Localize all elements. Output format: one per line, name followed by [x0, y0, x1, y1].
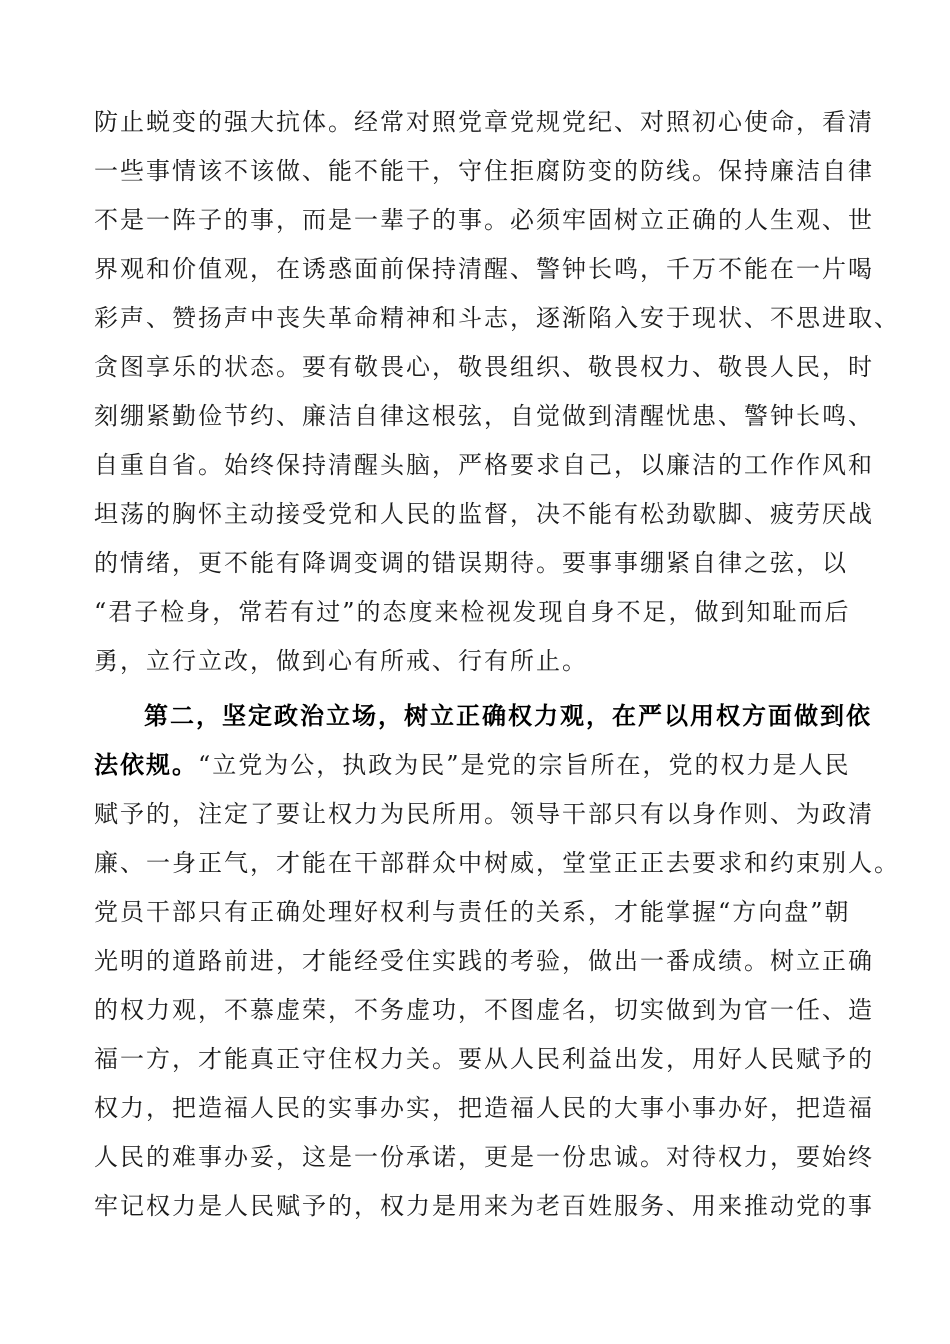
- paragraph-line: 坦荡的胸怀主动接受党和人民的监督，决不能有松劲歇脚、疲劳厌战: [94, 500, 874, 528]
- paragraph-line: 勇，立行立改，做到心有所戒、行有所止。: [94, 647, 588, 675]
- paragraph-line: 的情绪，更不能有降调变调的错误期待。要事事绷紧自律之弦，以: [94, 549, 848, 577]
- paragraph-line: “君子检身，常若有过”的态度来检视发现自身不足，做到知耻而后: [94, 598, 851, 626]
- paragraph-line: 自重自省。始终保持清醒头脑，严格要求自己，以廉洁的工作作风和: [94, 451, 874, 479]
- section-heading-line2: [94, 750, 851, 780]
- paragraph-line: 牢记权力是人民赋予的，权力是用来为老百姓服务、用来推动党的事: [94, 1192, 874, 1220]
- paragraph-text: “立党为公，执政为民”是党的宗旨所在，党的权力是人民: [198, 751, 851, 779]
- paragraph-line: 彩声、赞扬声中丧失革命精神和斗志，逐渐陷入安于现状、不思进取、: [94, 304, 900, 332]
- paragraph-line: 防止蜕变的强大抗体。经常对照党章党规党纪、对照初心使命，看清: [94, 108, 874, 136]
- paragraph-line: 一些事情该不该做、能不能干，守住拒腐防变的防线。保持廉洁自律: [94, 157, 874, 185]
- paragraph-line: 的权力观，不慕虚荣，不务虚功，不图虚名，切实做到为官一任、造: [94, 996, 874, 1024]
- paragraph-line: 福一方，才能真正守住权力关。要从人民利益出发，用好人民赋予的: [94, 1045, 874, 1073]
- paragraph-line: 不是一阵子的事，而是一辈子的事。必须牢固树立正确的人生观、世: [94, 206, 874, 234]
- paragraph-line: 人民的难事办妥，这是一份承诺，更是一份忠诚。对待权力，要始终: [94, 1143, 874, 1171]
- paragraph-line: 赋予的，注定了要让权力为民所用。领导干部只有以身作则、为政清: [94, 800, 874, 828]
- section-heading: 第二，坚定政治立场，树立正确权力观，在严以用权方面做到依: [144, 701, 872, 730]
- paragraph-line: 贪图享乐的状态。要有敬畏心，敬畏组织、敬畏权力、敬畏人民，时: [94, 353, 874, 381]
- paragraph-line: 刻绷紧勤俭节约、廉洁自律这根弦，自觉做到清醒忧患、警钟长鸣、: [94, 402, 874, 430]
- paragraph-line: 权力，把造福人民的实事办实，把造福人民的大事小事办好，把造福: [94, 1094, 874, 1122]
- paragraph-line: 界观和价值观，在诱惑面前保持清醒、警钟长鸣，千万不能在一片喝: [94, 255, 874, 283]
- paragraph-line: 光明的道路前进，才能经受住实践的考验，做出一番成绩。树立正确: [94, 947, 874, 975]
- paragraph-line: 廉、一身正气，才能在干部群众中树威，堂堂正正去要求和约束别人。: [94, 849, 900, 877]
- paragraph-line: 党员干部只有正确处理好权利与责任的关系，才能掌握“方向盘”朝: [94, 898, 851, 926]
- section-heading-bold-end: 法依规。: [94, 750, 198, 779]
